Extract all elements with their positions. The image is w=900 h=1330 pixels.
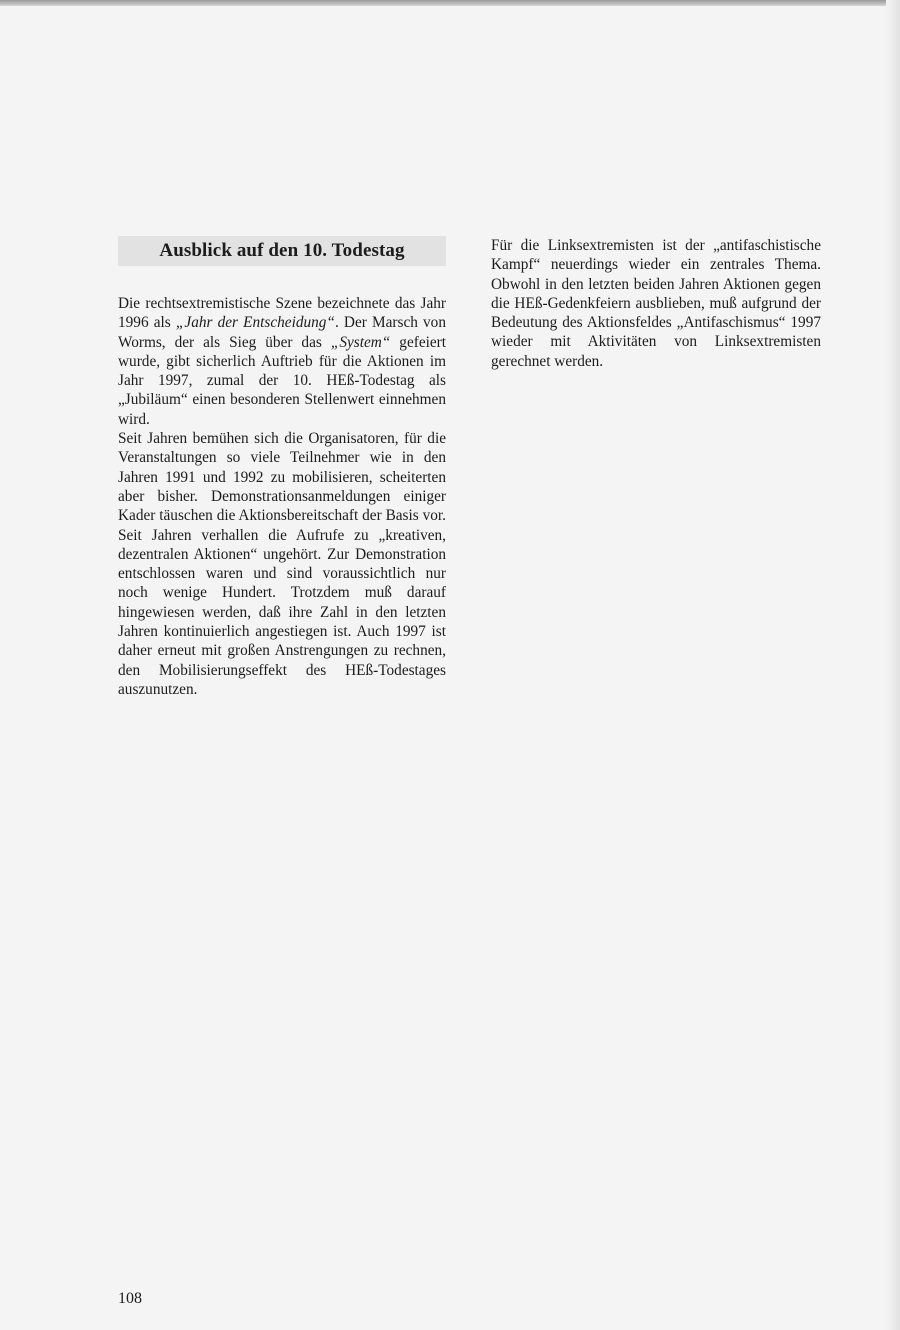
page-number: 108 (118, 1290, 142, 1307)
paragraph-1-emphasis-system: „System“ (330, 333, 391, 351)
right-column (491, 236, 821, 371)
left-column (118, 236, 446, 699)
paragraph-2: Seit Jahren bemühen sich die Organisatoren, für die Veranstaltungen so viele Teilnehmer wie in den Jahren 1991 und 1992 zu mobilisieren, scheiterten aber bisher. Demonstrationsanmeldungen einiger Kader täuschen die Aktionsbereitschaft der Basis vor. Seit Jahren verhallen die Aufrufe zu „kreativen, dezentralen Aktionen“ ungehört. Zur Demonstration entschlossen waren und sind voraussichtlich nur noch wenige Hundert. Trotzdem muß darauf hingewiesen werden, daß ihre Zahl in den letzten Jahren kontinuierlich angestiegen ist. Auch 1997 ist daher erneut mit großen Anstrengungen zu rechnen, den Mobilisierungseffekt des HEß-Todestages auszunutzen. (118, 430, 446, 698)
paragraph-1-text-c: . Der Marsch von Worms, der als Sieg über das (118, 314, 446, 351)
paragraph-1-emphasis-jahr: „Jahr der Entscheidung“ (175, 314, 335, 332)
paragraph-3: Für die Linksextremisten ist der „antifaschistische Kampf“ neuerdings wieder ein zentrales Thema. Obwohl in den letzten beiden Jahren Aktionen gegen die HEß-Gedenkfeiern ausblieben, muß aufgrund der Bedeutung des Aktionsfeldes „Antifaschismus“ 1997 wieder mit Aktivitäten von Linksextremisten gerechnet werden. (491, 237, 821, 370)
paragraph-1-text-e: gefeiert wurde, gibt sicherlich Auftrieb für die Aktionen im Jahr 1997, zumal der 10. HEß-Todestag als „Jubiläum“ einen besonderen Stellenwert einnehmen wird. (118, 333, 446, 428)
page-top-edge (0, 0, 900, 6)
paragraph-1-text-a: Die rechtsextremistische Szene bezeichnete das Jahr 1996 als (118, 295, 446, 332)
paragraph-1 (118, 294, 446, 429)
page-right-edge (886, 0, 900, 1330)
section-heading: Ausblick auf den 10. Todestag (118, 236, 446, 266)
